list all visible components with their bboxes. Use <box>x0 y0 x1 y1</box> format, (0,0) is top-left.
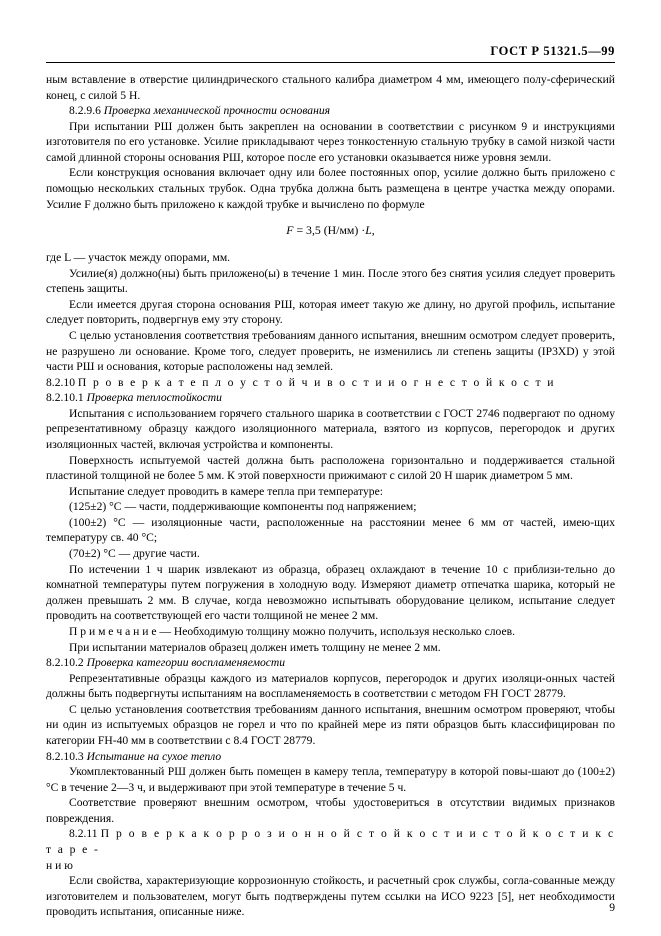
clause-title: Проверка теплостойкости <box>86 391 222 405</box>
paragraph-force-duration: Усилие(я) должно(ны) быть приложено(ы) в течение 1 мин. После этого без снятия усилия следует проверить степень защиты. <box>46 266 615 296</box>
paragraph-corrosion-resistance: Если свойства, характеризующие коррозионную стойкость, и расчетный срок службы, согла-сованные между изготовителем и пользователем, могут быть подтверждены путем ссылки на ИСО 9223 [5], нет необходимости проводить испытания, описанные ниже. <box>46 874 615 919</box>
heading-8-2-10: 8.2.10 П р о в е р к а т е п л о у с т о й ч и в о с т и и о г н е с т о й к о с т и <box>46 375 556 389</box>
formula-force <box>46 223 615 239</box>
header-divider <box>46 62 615 63</box>
paragraph-flammability-compliance: С целью установления соответствия требованиям данного испытания, внешним осмотром проверяют, чтобы ни один из испытуемых образцов не горел и что по крайней мере из пяти образцов быть классифицирован по категории FH-40 мм в соответствии с 8.4 ГОСТ 28779. <box>46 702 615 747</box>
document-body <box>46 72 615 920</box>
paragraph-test-setup: При испытании РШ должен быть закреплен на основании в соответствии с рисунком 9 и инструкциями изготовителя по его установке. Усилие прикладывают через тонкостенную стальную трубку в самой низкой части самой длинной стороны основания РШ, которое после его установки оказывается ниже уровня земли. <box>46 119 615 164</box>
paragraph-continued: ным вставление в отверстие цилиндрического стального калибра диаметром 4 мм, имеющего полу-сферический конец, с силой 5 Н. <box>46 73 615 102</box>
heading-8-2-11-continued: н и ю <box>46 858 73 872</box>
paragraph-note: П р и м е ч а н и е — Необходимую толщину можно получить, используя несколько слоев. <box>69 624 516 638</box>
heading-8-2-9-6 <box>46 103 615 119</box>
clause-number: 8.2.9.6 <box>69 104 101 118</box>
formula-variable-f: F <box>286 223 294 238</box>
clause-title: Проверка механической прочности основания <box>103 104 331 118</box>
temperature-item-125: (125±2) °С — части, поддерживающие компоненты под напряжением; <box>69 500 417 514</box>
clause-title: Проверка категории воспламеняемости <box>86 656 286 670</box>
heading-8-2-10-3: 8.2.10.3 Испытание на сухое тепло <box>46 749 222 763</box>
paragraph-surface-support: Поверхность испытуемой частей должна быть расположена горизонтально и поддерживается стальной пластиной толщиной не более 5 мм. К этой поверхности прижимают с силой 20 Н шарик диаметром 5 мм. <box>46 453 615 483</box>
temperature-item-100: (100±2) °С — изоляционные части, расположенные на расстоянии менее 6 мм от частей, имею-щих температуру св. 40 °С; <box>46 515 615 545</box>
paragraph-sample-thickness: При испытании материалов образец должен иметь толщину не менее 2 мм. <box>69 640 441 654</box>
page-number: 9 <box>609 901 615 914</box>
clause-title: Испытание на сухое тепло <box>86 749 222 763</box>
paragraph-after-one-hour: По истечении 1 ч шарик извлекают из образца, образец охлаждают в течение 10 с приблизи-тельно до комнатной температуры путем погружения в холодную воду. Измеряют диаметр отпечатка шарика, который не должен превышать 2 мм. В случае, когда невозможно испытывать оборудование целиком, испытание следует проводить на соответствующей его части толщиной не менее 2 мм. <box>46 562 615 623</box>
heading-8-2-10-1: 8.2.10.1 Проверка теплостойкости <box>46 391 222 405</box>
formula-variable-l: L, <box>365 223 375 238</box>
temperature-item-70: (70±2) °С — другие части. <box>69 547 200 561</box>
formula-expression: = 3,5 (Н/мм) · <box>296 223 366 238</box>
paragraph-ball-test: Испытания с использованием горячего стального шарика в соответствии с ГОСТ 2746 подвергают по одному репрезентативному образцу каждого изоляционного материала, взятого из корпусов, перегородок и других изоляционных частей, включая устройства и компоненты. <box>46 406 615 451</box>
heading-8-2-10-2: 8.2.10.2 Проверка категории воспламеняемости <box>46 656 286 670</box>
paragraph-compliance-check: С целью установления соответствия требованиям данного испытания, внешним осмотром следует проверить, не разрушено ли основание. Кроме того, следует проверить, не изменились ли степень защиты (IP3XD) у этой части РШ и основания, которые расположены над землей. <box>46 328 615 374</box>
paragraph-dry-heat-compliance: Соответствие проверяют внешним осмотром, чтобы удостовериться в отсутствии видимых признаков повреждения. <box>46 796 615 825</box>
paragraph-chamber-temperatures: Испытание следует проводить в камере тепла при температуре: <box>69 484 383 498</box>
paragraph-representative-samples: Репрезентативные образцы каждого из материалов корпусов, перегородок и других изоляци-онных частей должны быть подвергнуты испытаниям на воспламеняемость в соответствии с методом FH ГОСТ 28779. <box>46 671 615 701</box>
heading-8-2-11: 8.2.11 П р о в е р к а к о р р о з и о н н о й с т о й к о с т и и с т о й к о с т и к с т а р е - <box>46 827 615 857</box>
paragraph-other-side: Если имеется другая сторона основания РШ, которая имеет такую же длину, но другой профиль, испытание следует повторить, подвергнув ему эту сторону. <box>46 297 615 327</box>
clause-title-spaced: П р о в е р к а т е п л о у с т о й ч и в о с т и и о г н е с т о й к о с т и <box>77 375 556 389</box>
paragraph-supports: Если конструкция основания включает одну или более постоянных опор, усилие должно быть приложено с помощью нескольких стальных трубок. Одна трубка должна быть размещена в центре участка между опорами. Усилие F должно быть приложено к каждой трубке и вычислено по формуле <box>46 166 615 211</box>
clause-title-spaced: П р о в е р к а к о р р о з и о н н о й с т о й к о с т и и с т о й к о с т и к с т а р е - <box>46 827 615 857</box>
paragraph-formula-legend: где L — участок между опорами, мм. <box>46 251 231 265</box>
paragraph-dry-heat-test: Укомплектованный РШ должен быть помещен в камеру тепла, температуру в которой повы-шают до (100±2) °С в течение 2—3 ч, и выдерживают при этой температуре в течение 5 ч. <box>46 765 615 794</box>
page-header-standard-number: ГОСТ Р 51321.5—99 <box>490 44 615 58</box>
